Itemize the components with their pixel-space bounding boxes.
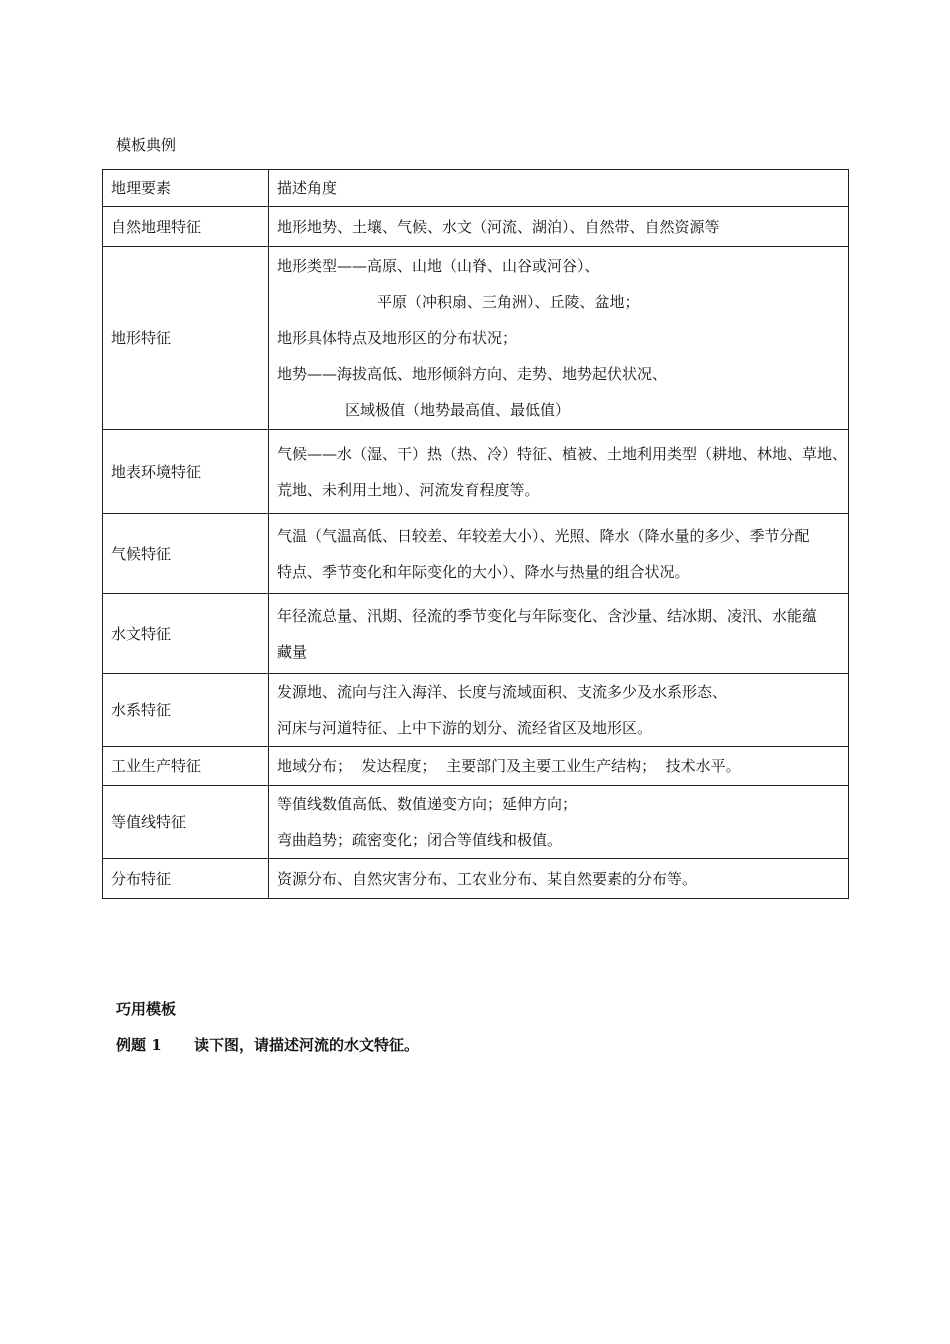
- example-question: [116, 1035, 419, 1055]
- row-line: 藏量: [277, 642, 308, 661]
- row-line: 年径流总量、汛期、径流的季节变化与年际变化、含沙量、结冰期、凌汛、水能蕴: [277, 606, 818, 625]
- example-label: 例题 1: [116, 1036, 162, 1054]
- row-value: [269, 674, 849, 747]
- usage-title: 巧用模板: [116, 1000, 177, 1018]
- row-value: [269, 430, 849, 514]
- table-row: [103, 430, 849, 514]
- table-row: [103, 674, 849, 747]
- table-row: [103, 514, 849, 594]
- row-line: 发源地、流向与注入海洋、长度与流域面积、支流多少及水系形态、: [277, 683, 728, 701]
- table-row: [103, 859, 849, 899]
- row-line: 气温（气温高低、日较差、年较差大小）、光照、降水（降水量的多少、季节分配: [277, 526, 810, 545]
- row-key: 地表环境特征: [103, 430, 269, 514]
- row-value: [269, 786, 849, 859]
- row-line: 等值线数值高低、数值递变方向；延伸方向；: [277, 795, 578, 813]
- section-title: 模板典例: [116, 136, 177, 154]
- row-value: [269, 247, 849, 430]
- row-line: 弯曲趋势；疏密变化；闭合等值线和极值。: [277, 831, 563, 849]
- row-key: 等值线特征: [103, 786, 269, 859]
- table-row: [103, 594, 849, 674]
- header-key: 地理要素: [103, 170, 269, 207]
- row-line: 地势——海拔高低、地形倾斜方向、走势、地势起伏状况、: [277, 365, 668, 383]
- row-key: 水系特征: [103, 674, 269, 747]
- row-line: 特点、季节变化和年际变化的大小）、降水与热量的组合状况。: [277, 562, 690, 581]
- table-row: [103, 786, 849, 859]
- row-line: 资源分布、自然灾害分布、工农业分布、某自然要素的分布等。: [277, 869, 698, 888]
- row-key: 自然地理特征: [103, 207, 269, 247]
- row-value: [269, 594, 849, 674]
- row-line: 气候——水（湿、干）热（热、冷）特征、植被、土地利用类型（耕地、林地、草地、: [277, 444, 848, 463]
- row-line: 地形类型——高原、山地（山脊、山谷或河谷）、: [277, 257, 600, 275]
- template-table: [102, 169, 849, 899]
- row-value: [269, 514, 849, 594]
- row-line: 区域极值（地势最高值、最低值）: [345, 401, 571, 419]
- header-value: 描述角度: [269, 170, 849, 207]
- row-line: 地形地势、土壤、气候、水文（河流、湖泊）、自然带、自然资源等: [277, 217, 720, 236]
- row-line: 河床与河道特征、上中下游的划分、流经省区及地形区。: [277, 719, 653, 737]
- row-line: 荒地、未利用土地）、河流发育程度等。: [277, 480, 540, 499]
- row-key: 水文特征: [103, 594, 269, 674]
- example-text: 读下图，请描述河流的水文特征。: [194, 1036, 420, 1054]
- row-line: 地形具体特点及地形区的分布状况；: [277, 329, 518, 347]
- row-value: [269, 207, 849, 247]
- table-row: [103, 207, 849, 247]
- row-line: 平原（冲积扇、三角洲）、丘陵、盆地；: [377, 293, 640, 311]
- row-value: [269, 747, 849, 786]
- table-header-row: [103, 170, 849, 207]
- row-line: 地域分布； 发达程度； 主要部门及主要工业生产结构； 技术水平。: [277, 757, 741, 775]
- row-key: 气候特征: [103, 514, 269, 594]
- row-key: 工业生产特征: [103, 747, 269, 786]
- row-key: 地形特征: [103, 247, 269, 430]
- row-value: [269, 859, 849, 899]
- row-key: 分布特征: [103, 859, 269, 899]
- table-row: [103, 747, 849, 786]
- table-row: [103, 247, 849, 430]
